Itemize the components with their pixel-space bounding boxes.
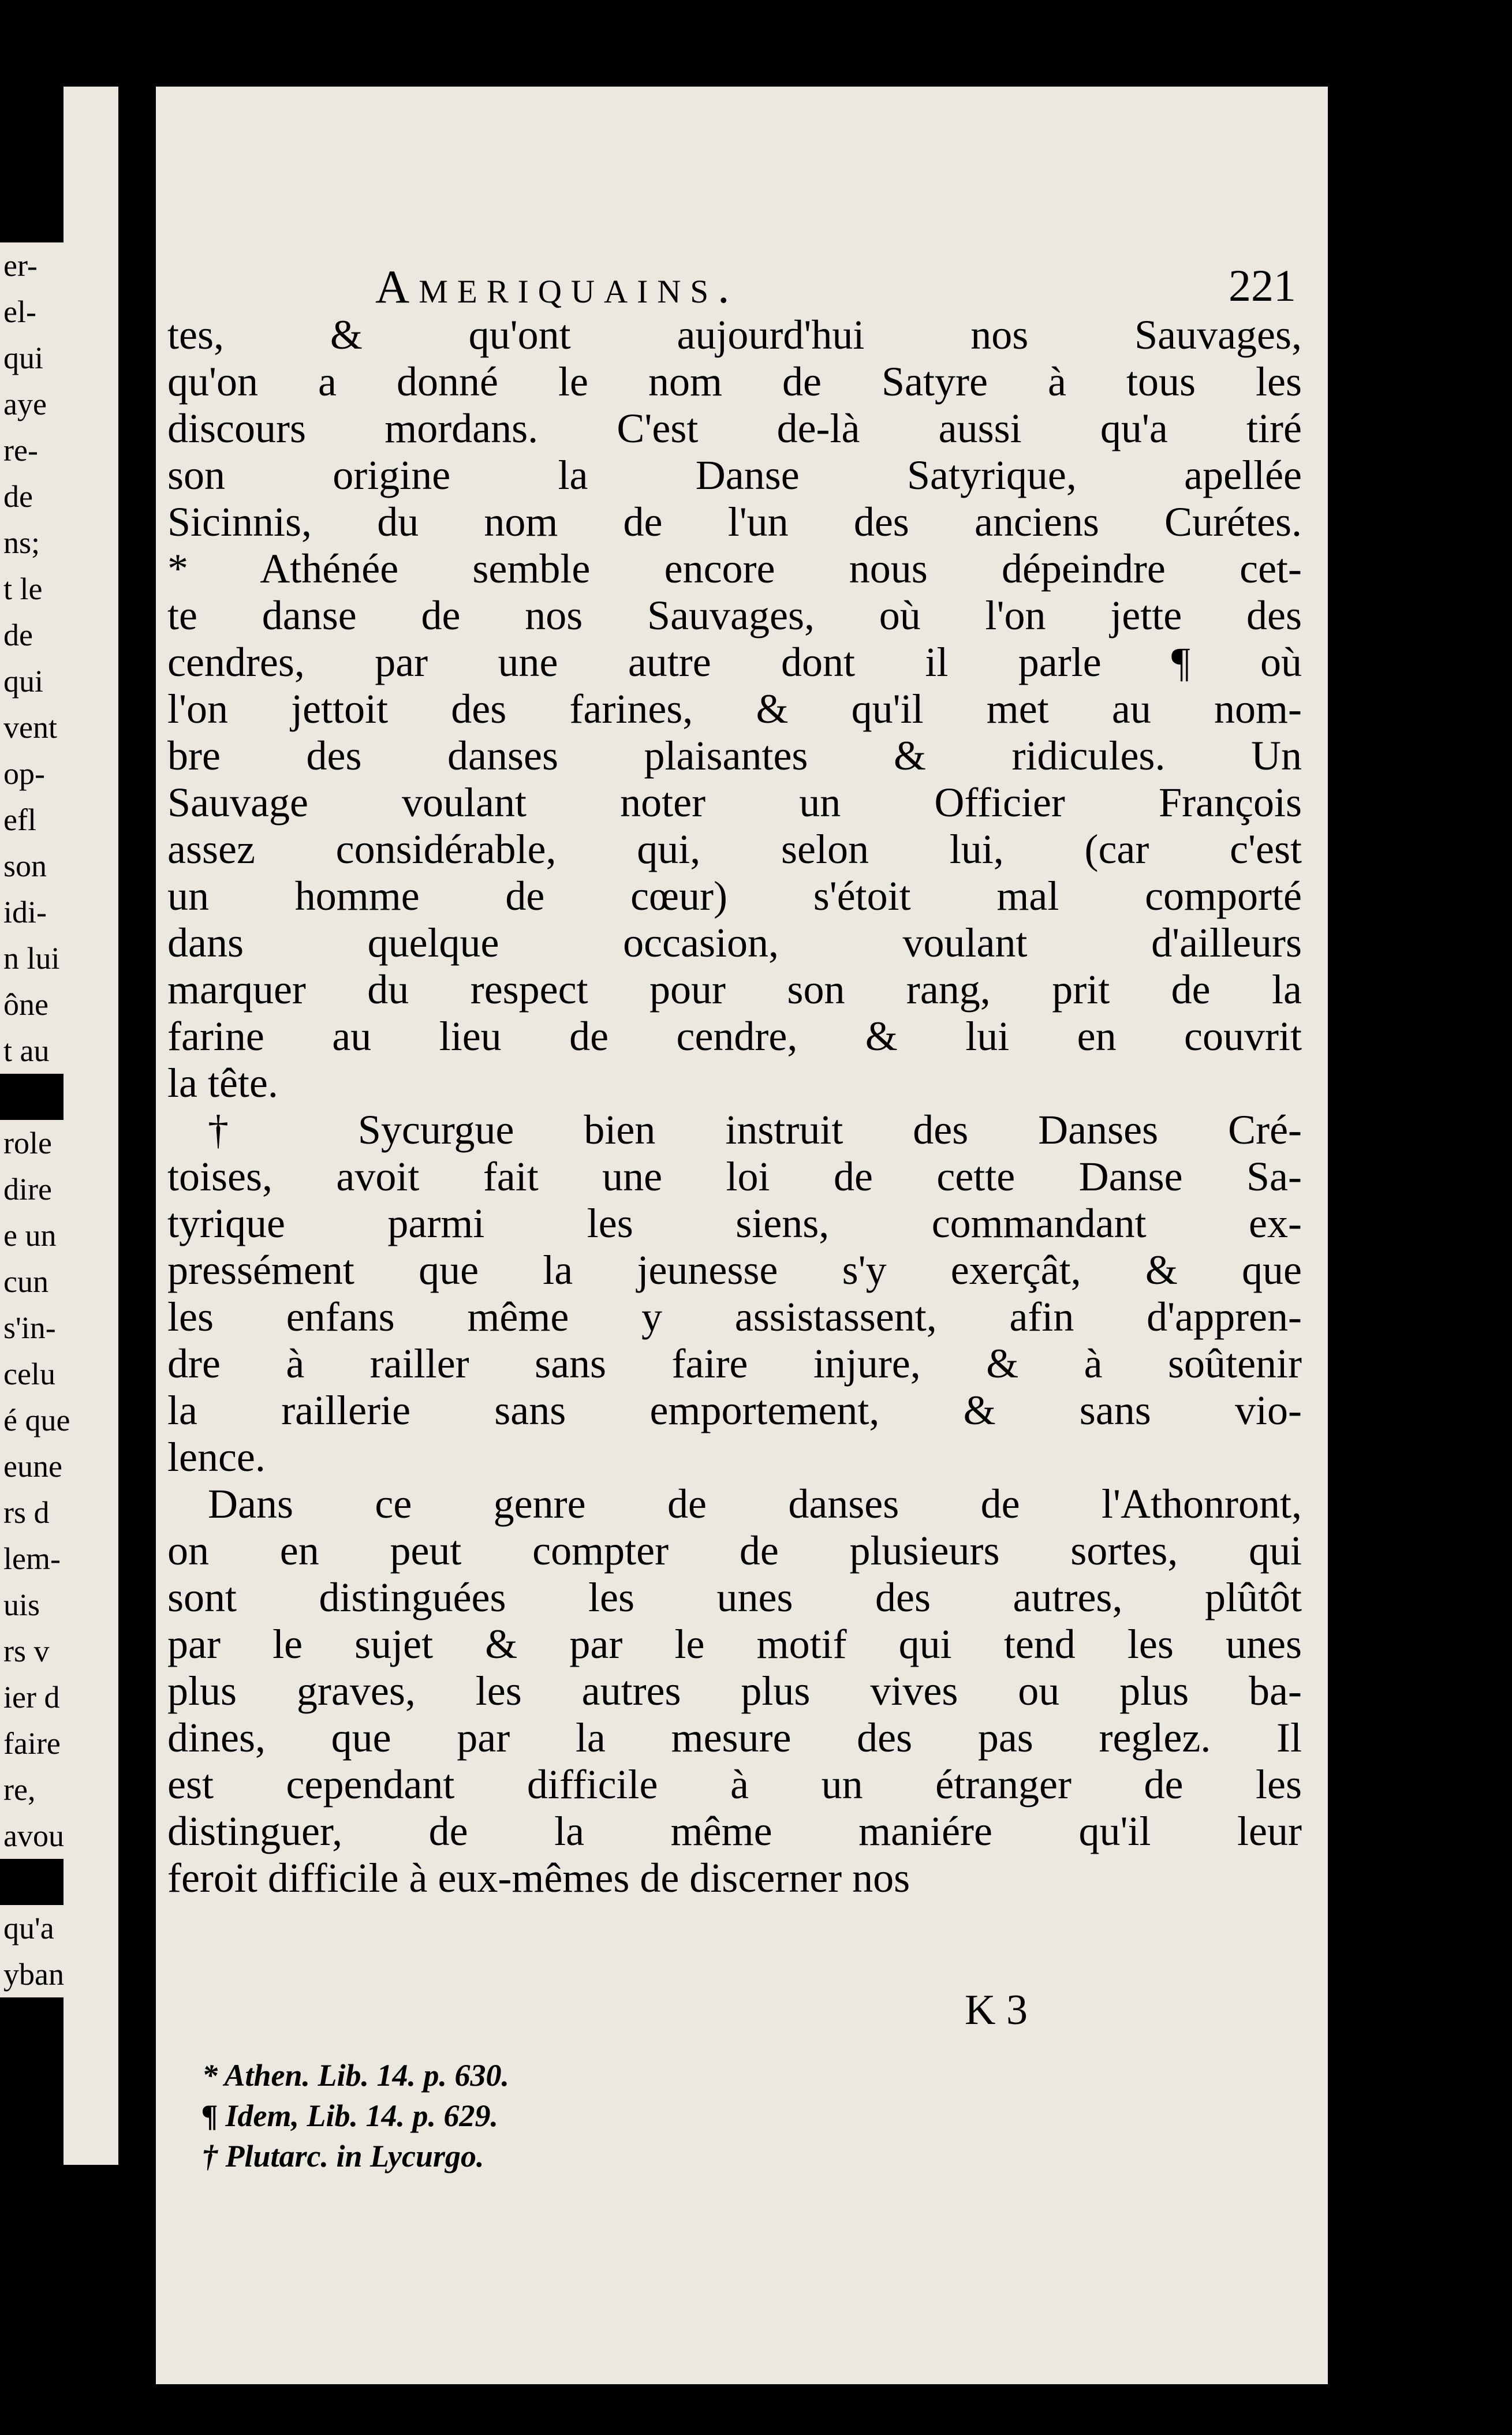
text-line: l'on jettoit des farines, & qu'il met au nom- bbox=[167, 686, 1302, 732]
text-line: tyrique parmi les siens, commandant ex- bbox=[167, 1200, 1302, 1246]
text-line: toises, avoit fait une loi de cette Danse Sa- bbox=[167, 1153, 1302, 1200]
left-page-line: role bbox=[0, 1120, 113, 1166]
text-line: les enfans même y assistassent, afin d'appren- bbox=[167, 1294, 1302, 1340]
text-line: Sauvage voulant noter un Officier François bbox=[167, 779, 1302, 826]
text-line: la raillerie sans emportement, & sans vio- bbox=[167, 1387, 1302, 1433]
text-line: * Athénée semble encore nous dépeindre cet- bbox=[167, 546, 1302, 592]
text-line: tes, & qu'ont aujourd'hui nos Sauvages, bbox=[167, 312, 1302, 358]
footnote: * Athen. Lib. 14. p. 630. bbox=[202, 2058, 510, 2093]
left-page-line: op- bbox=[0, 750, 113, 797]
left-page-line: lem- bbox=[0, 1536, 113, 1582]
left-page-line: é que bbox=[0, 1397, 113, 1443]
left-page-line: son bbox=[0, 843, 113, 889]
left-page-line: ier d bbox=[0, 1674, 113, 1720]
text-line: dans quelque occasion, voulant d'ailleurs bbox=[167, 920, 1302, 966]
left-page-line: n lui bbox=[0, 935, 113, 981]
text-line: plus graves, les autres plus vives ou plus ba- bbox=[167, 1668, 1302, 1714]
left-page-line: ns; bbox=[0, 520, 113, 566]
left-page-line: t le bbox=[0, 566, 113, 612]
left-page-line: qu'a bbox=[0, 1905, 113, 1951]
left-page-line: de bbox=[0, 612, 113, 658]
left-page-line: avou bbox=[0, 1813, 113, 1859]
text-line: est cependant difficile à un étranger de les bbox=[167, 1761, 1302, 1807]
text-line: bre des danses plaisantes & ridicules. Un bbox=[167, 733, 1302, 779]
left-page-line: ône bbox=[0, 981, 113, 1028]
text-line: distinguer, de la même maniére qu'il leur bbox=[167, 1808, 1302, 1854]
left-page-line: dire bbox=[0, 1166, 113, 1212]
left-page-fragments bbox=[0, 242, 113, 1997]
footnotes bbox=[202, 2055, 509, 2176]
left-page-line: de bbox=[0, 473, 113, 520]
left-page-line: yban bbox=[0, 1951, 113, 1997]
left-page-line: e un bbox=[0, 1212, 113, 1258]
text-line: te danse de nos Sauvages, où l'on jette des bbox=[167, 592, 1302, 638]
text-line: dines, que par la mesure des pas reglez. Il bbox=[167, 1715, 1302, 1761]
left-page-line: efl bbox=[0, 797, 113, 843]
page-header bbox=[156, 260, 1328, 312]
left-page-line: cun bbox=[0, 1258, 113, 1305]
left-page-line: rs v bbox=[0, 1628, 113, 1674]
text-line: la tête. bbox=[167, 1060, 278, 1106]
text-line: son origine la Danse Satyrique, apellée bbox=[167, 452, 1302, 498]
left-page-line: rs d bbox=[0, 1489, 113, 1536]
text-line: qu'on a donné le nom de Satyre à tous les bbox=[167, 358, 1302, 405]
footnote: ¶ Idem, Lib. 14. p. 629. bbox=[202, 2098, 498, 2133]
text-line: cendres, par une autre dont il parle ¶ où bbox=[167, 639, 1302, 685]
left-page-line: er- bbox=[0, 242, 113, 289]
text-line: † Sycurgue bien instruit des Danses Cré- bbox=[208, 1107, 1302, 1153]
text-line: par le sujet & par le motif qui tend les unes bbox=[167, 1621, 1302, 1667]
left-page-line: idi- bbox=[0, 889, 113, 935]
text-line: marquer du respect pour son rang, prit de la bbox=[167, 966, 1302, 1013]
text-line: Dans ce genre de danses de l'Athonront, bbox=[208, 1481, 1302, 1527]
left-page-line: re- bbox=[0, 427, 113, 473]
left-page-line: eune bbox=[0, 1443, 113, 1489]
text-line: discours mordans. C'est de-là aussi qu'a tiré bbox=[167, 405, 1302, 451]
running-title: Ameriquains. bbox=[375, 260, 739, 313]
left-page-line: qui bbox=[0, 335, 113, 381]
left-page-line: aye bbox=[0, 381, 113, 427]
text-line: on en peut compter de plusieurs sortes, qui bbox=[167, 1528, 1302, 1574]
left-page-line: uis bbox=[0, 1582, 113, 1628]
text-line: lence. bbox=[167, 1434, 266, 1480]
body-text bbox=[167, 312, 1302, 1902]
left-page-line: t au bbox=[0, 1028, 113, 1074]
text-line: Sicinnis, du nom de l'un des anciens Curétes. bbox=[167, 499, 1302, 545]
signature-mark: K 3 bbox=[965, 1986, 1028, 2034]
footnote: † Plutarc. in Lycurgo. bbox=[202, 2139, 484, 2173]
text-line: sont distinguées les unes des autres, plûtôt bbox=[167, 1574, 1302, 1620]
book-page bbox=[156, 87, 1328, 2384]
left-page-line: s'in- bbox=[0, 1305, 113, 1351]
left-page-line: qui bbox=[0, 658, 113, 704]
left-page-line: el- bbox=[0, 289, 113, 335]
text-line: farine au lieu de cendre, & lui en couvrit bbox=[167, 1013, 1302, 1059]
left-page-line bbox=[0, 1074, 113, 1120]
text-line: dre à railler sans faire injure, & à soûtenir bbox=[167, 1340, 1302, 1387]
text-line: feroit difficile à eux-mêmes de discerner nos bbox=[167, 1855, 910, 1901]
left-page-line: vent bbox=[0, 704, 113, 750]
left-page-line: celu bbox=[0, 1351, 113, 1397]
text-line: assez considérable, qui, selon lui, (car c'est bbox=[167, 826, 1302, 872]
left-page-line: faire bbox=[0, 1720, 113, 1767]
left-page-line bbox=[0, 1859, 113, 1905]
text-line: pressément que la jeunesse s'y exerçât, & que bbox=[167, 1247, 1302, 1293]
left-page-line: re, bbox=[0, 1767, 113, 1813]
text-line: un homme de cœur) s'étoit mal comporté bbox=[167, 873, 1302, 919]
page-number: 221 bbox=[1229, 260, 1296, 311]
